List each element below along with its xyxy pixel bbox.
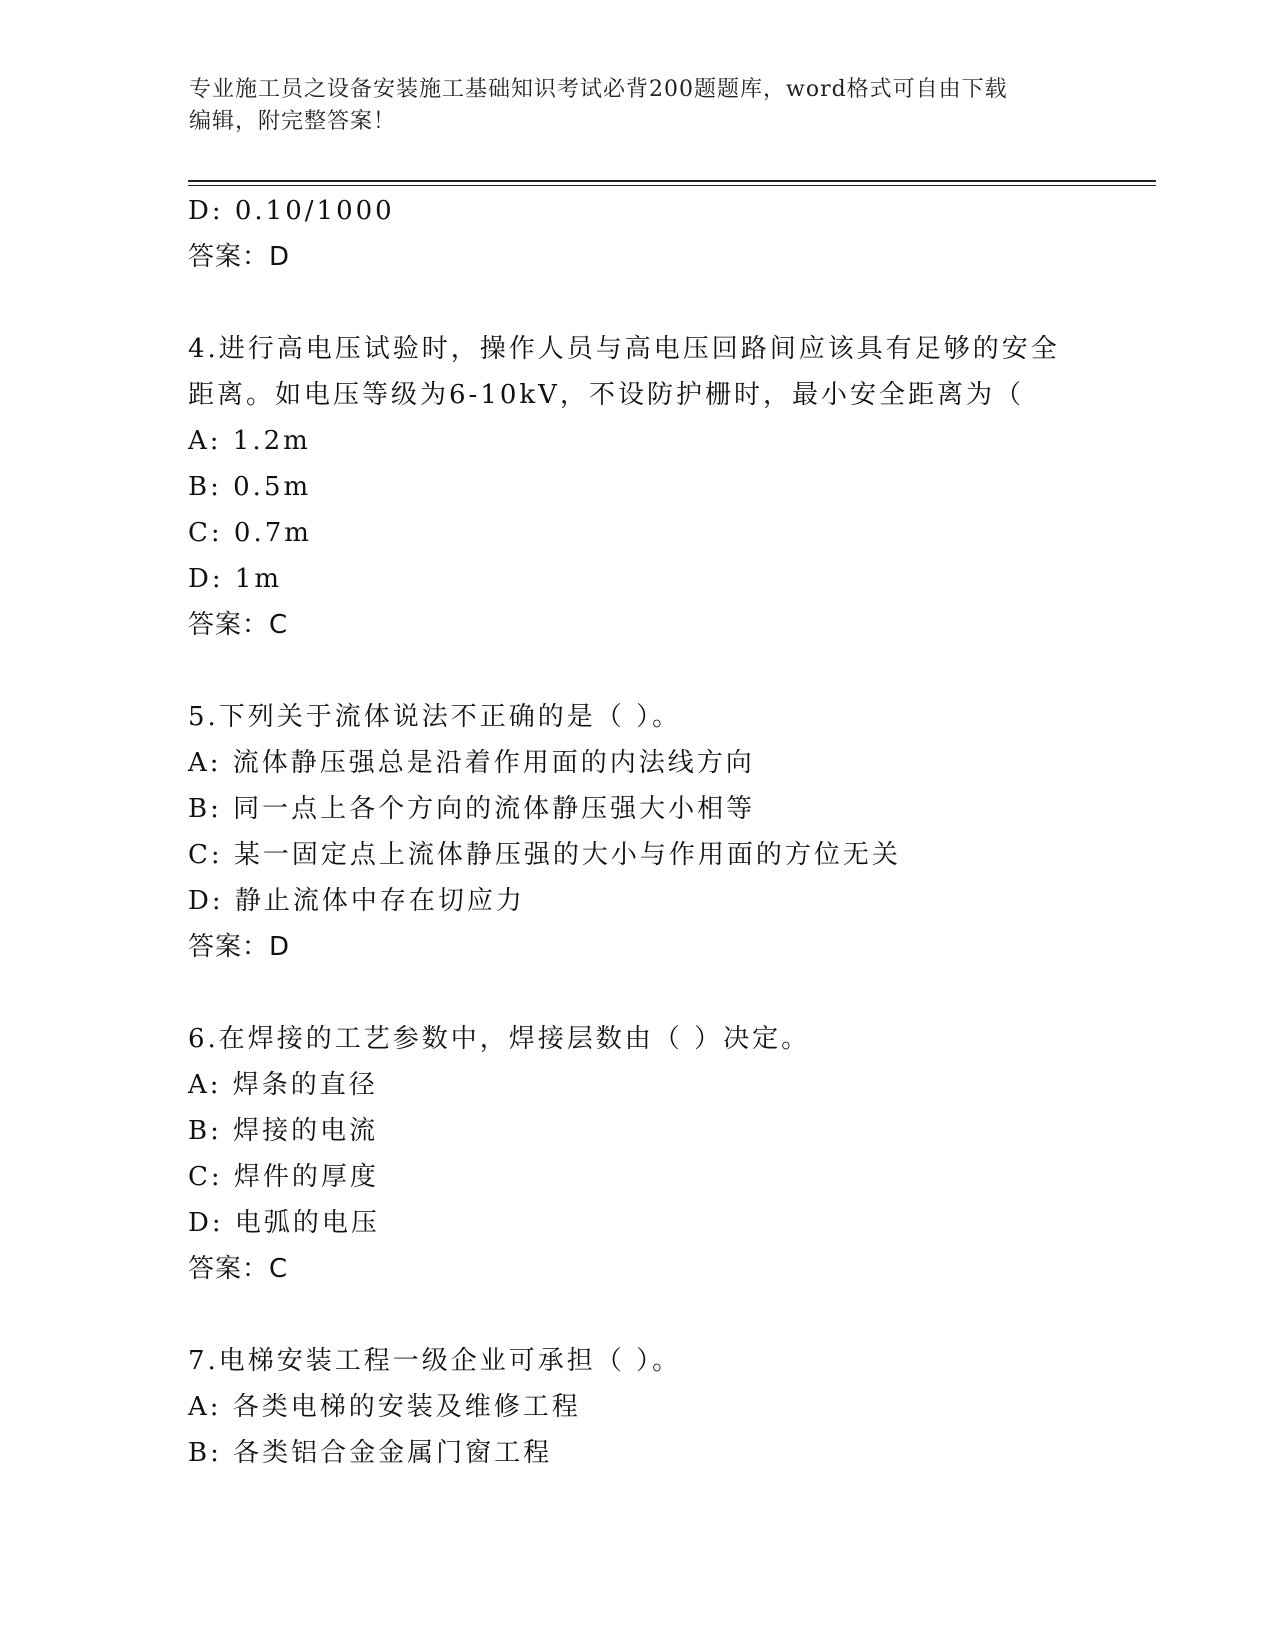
question-list <box>188 188 1148 1476</box>
question-4-stem-line-1: 4.进行高电压试验时，操作人员与高电压回路间应该具有足够的安全 <box>188 334 1060 364</box>
question-7-option-b: B: 各类铝合金金属门窗工程 <box>188 1438 553 1468</box>
question-5-option-d: D: 静止流体中存在切应力 <box>188 886 525 916</box>
question-4-stem-line-2: 距离。如电压等级为6-10kV，不设防护栅时，最小安全距离为（ <box>188 380 1024 410</box>
header-divider-thick <box>188 180 1156 182</box>
question-6 <box>188 1016 1148 1292</box>
question-6-option-c: C: 焊件的厚度 <box>188 1162 379 1192</box>
question-4-option-c: C: 0.7m <box>188 518 312 548</box>
question-4-option-d: D: 1m <box>188 564 283 594</box>
spacer <box>188 648 1148 694</box>
header-title-line-2: 编辑，附完整答案！ <box>189 109 397 134</box>
question-5 <box>188 694 1148 970</box>
question-6-stem: 6.在焊接的工艺参数中，焊接层数由（ ）决定。 <box>188 1024 811 1054</box>
question-4-option-a: A: 1.2m <box>188 426 311 456</box>
header-title-line-1: 专业施工员之设备安装施工基础知识考试必背200题题库，word格式可自由下载 <box>189 77 1008 102</box>
header-divider-thin <box>188 185 1156 186</box>
document-header <box>189 74 1089 138</box>
spacer <box>188 1292 1148 1338</box>
question-5-option-b: B: 同一点上各个方向的流体静压强大小相等 <box>188 794 756 824</box>
question-7-option-a: A: 各类电梯的安装及维修工程 <box>188 1392 581 1422</box>
question-3-answer: 答案：D <box>188 242 291 272</box>
question-3-tail <box>188 188 1148 280</box>
question-6-answer: 答案：C <box>188 1254 289 1284</box>
question-3-option-d: D: 0.10/1000 <box>188 196 395 226</box>
question-6-option-b: B: 焊接的电流 <box>188 1116 379 1146</box>
question-5-option-a: A: 流体静压强总是沿着作用面的内法线方向 <box>188 748 755 778</box>
question-5-option-c: C: 某一固定点上流体静压强的大小与作用面的方位无关 <box>188 840 901 870</box>
question-4-option-b: B: 0.5m <box>188 472 312 502</box>
question-4 <box>188 326 1148 648</box>
spacer <box>188 280 1148 326</box>
question-6-option-a: A: 焊条的直径 <box>188 1070 378 1100</box>
spacer <box>188 970 1148 1016</box>
question-5-stem: 5.下列关于流体说法不正确的是（ ）。 <box>188 702 682 732</box>
question-6-option-d: D: 电弧的电压 <box>188 1208 380 1238</box>
question-7 <box>188 1338 1148 1476</box>
question-5-answer: 答案：D <box>188 932 291 962</box>
question-7-stem: 7.电梯安装工程一级企业可承担（ ）。 <box>188 1346 682 1376</box>
question-4-answer: 答案：C <box>188 610 289 640</box>
